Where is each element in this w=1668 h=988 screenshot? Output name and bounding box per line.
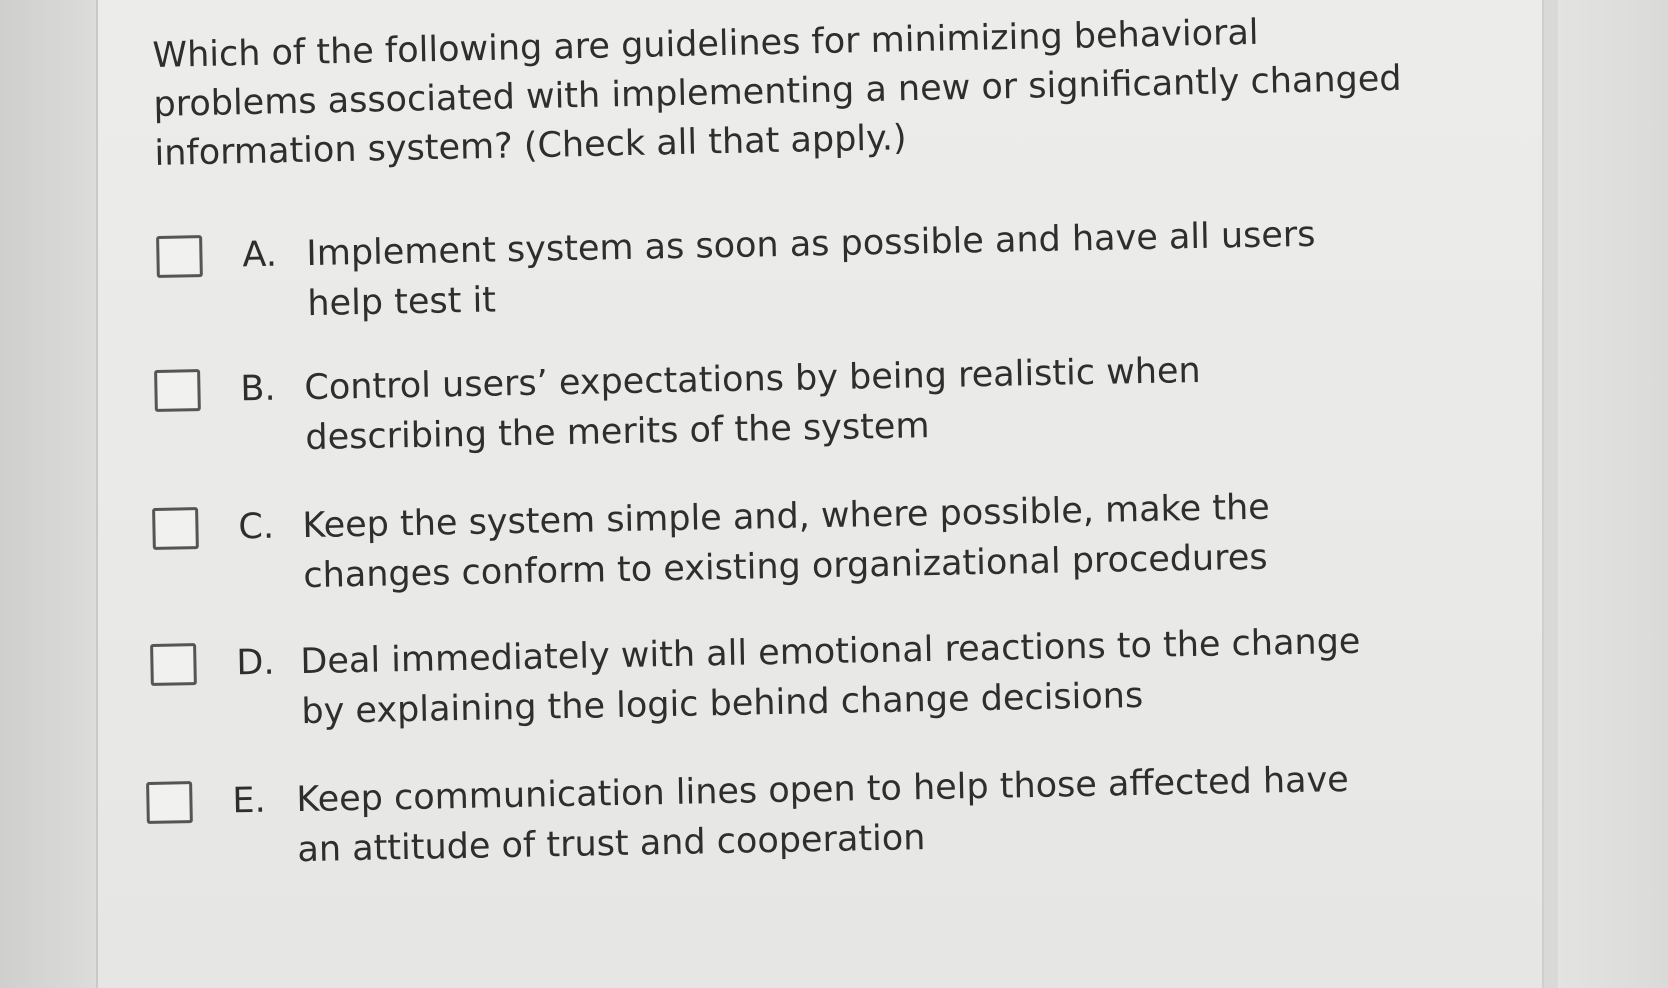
right-background <box>1558 0 1668 988</box>
option-c-label: Keep the system simple and, where possible, make the changes conform to existing organizational procedures <box>302 487 1271 597</box>
option-b-label: Control users’ expectations by being realistic when describing the merits of the system <box>304 350 1202 459</box>
option-a-label: Implement system as soon as possible and have all users help test it <box>306 214 1316 325</box>
option-b[interactable] <box>154 342 1386 466</box>
option-d-letter: D. <box>236 642 275 684</box>
option-d-checkbox[interactable] <box>150 643 197 686</box>
option-d-label: Deal immediately with all emotional reactions to the change by explaining the logic behind change decisions <box>300 621 1361 733</box>
question-card <box>96 0 1544 988</box>
option-c[interactable] <box>152 480 1384 604</box>
option-a-letter: A. <box>242 234 278 276</box>
option-a[interactable] <box>156 208 1388 332</box>
option-e[interactable] <box>146 754 1378 878</box>
option-e-checkbox[interactable] <box>146 781 193 824</box>
option-a-checkbox[interactable] <box>156 235 203 278</box>
option-b-checkbox[interactable] <box>154 369 201 412</box>
answer-options <box>98 0 1542 988</box>
option-e-letter: E. <box>232 780 267 822</box>
option-d[interactable] <box>150 616 1382 740</box>
option-e-label: Keep communication lines open to help those affected have an attitude of trust and cooperation <box>296 759 1350 871</box>
question-text: Which of the following are guidelines for minimizing behavioral problems associated with implementing a new or significantly changed information system? (Check all that apply.) <box>152 12 1402 174</box>
left-background <box>0 0 96 988</box>
option-c-letter: C. <box>238 506 275 548</box>
option-b-letter: B. <box>240 368 276 410</box>
option-c-checkbox[interactable] <box>152 507 199 550</box>
